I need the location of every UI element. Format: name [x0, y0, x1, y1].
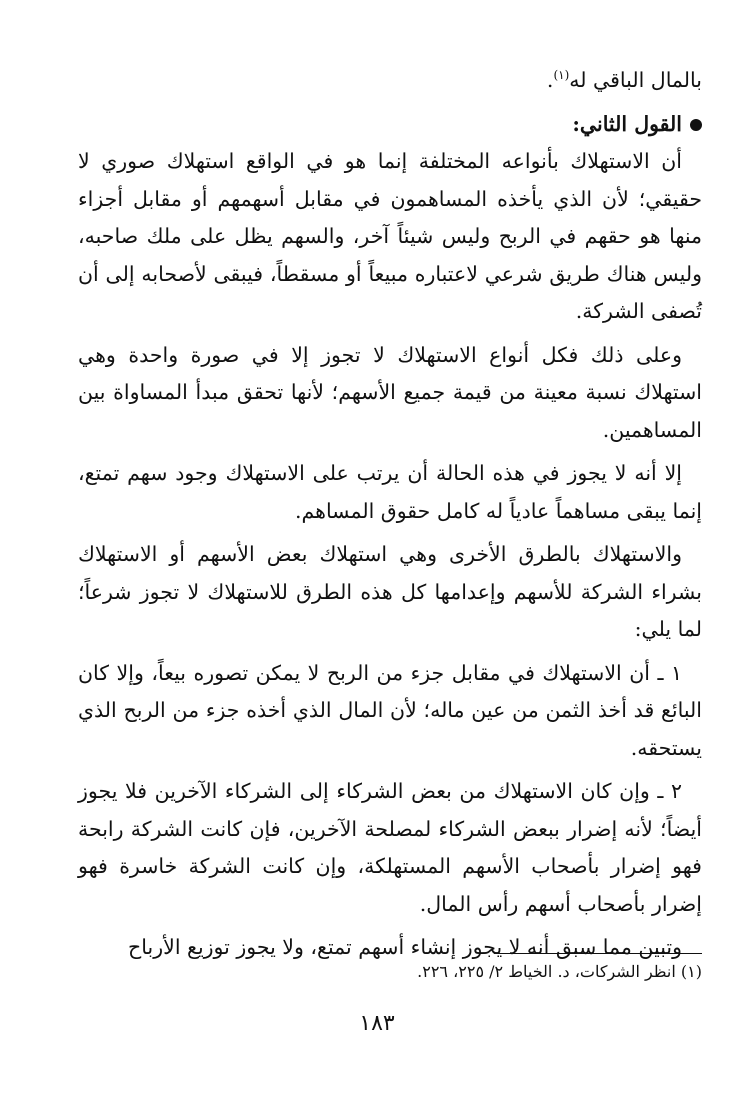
paragraph-5: ١ ـ أن الاستهلاك في مقابل جزء من الربح لا يمكن تصوره بيعاً، وإلا كان البائع قد أخذ الثمن من عين ماله؛ لأن المال الذي أخذه جزء من الربح الذي يستحقه.: [78, 660, 702, 760]
footnote: (١) انظر الشركات، د. الخياط ٢/ ٢٢٥، ٢٢٦.: [417, 962, 702, 981]
section-heading: [78, 106, 702, 144]
footnote-divider: [494, 953, 702, 954]
paragraph-7: وتبين مما سبق أنه لا يجوز إنشاء أسهم تمتع، ولا يجوز توزيع الأرباح: [128, 935, 682, 959]
bullet-icon: [690, 119, 702, 131]
footnote-ref: (١): [553, 68, 570, 83]
paragraph-2: وعلى ذلك فكل أنواع الاستهلاك لا تجوز إلا في صورة واحدة وهي استهلاك نسبة معينة من قيمة جميع الأسهم؛ لأنها تحقق مبدأ المساواة بين المساهمين.: [78, 342, 702, 442]
paragraph-3: إلا أنه لا يجوز في هذه الحالة أن يرتب على الاستهلاك وجود سهم تمتع، إنما يبقى مساهماً عادياً له كامل حقوق المساهم.: [78, 461, 702, 523]
paragraph-4: والاستهلاك بالطرق الأخرى وهي استهلاك بعض الأسهم أو الاستهلاك بشراء الشركة للأسهم وإعدامها كل هذه الطرق للاستهلاك لا تجوز شرعاً؛ لما يلي:: [78, 542, 702, 641]
paragraph-6: ٢ ـ وإن كان الاستهلاك من بعض الشركاء إلى الشركاء الآخرين فلا يجوز أيضاً؛ لأنه إضرار ببعض الشركاء لمصلحة الآخرين، فإن كانت الشركة رابحة فهو إضرار بأصحاب الأسهم المستهلكة، وإن كانت الشركة خاسرة فهو إضرار بأصحاب أسهم رأس المال.: [78, 779, 702, 916]
heading-text: القول الثاني:: [572, 111, 682, 136]
paragraph-1: أن الاستهلاك بأنواعه المختلفة إنما هو في الواقع استهلاك صوري لا حقيقي؛ لأن الذي يأخذه المساهمون في مقابل أسهمهم أو مقابل أجزاء منها هو حقهم في الربح وليس شيئاً آخر، والسهم يظل على ملك صاحبه، وليس هناك طريق شرعي لاعتباره مبيعاً أو مسقطاً، فيبقى لأصحابه إلى أن تُصفى الشركة.: [78, 149, 702, 323]
page-number: ١٨٣: [359, 1011, 395, 1036]
page-body: [78, 62, 702, 973]
intro-line: [78, 62, 702, 100]
intro-period: .: [546, 68, 554, 92]
intro-text: بالمال الباقي له: [569, 68, 702, 92]
